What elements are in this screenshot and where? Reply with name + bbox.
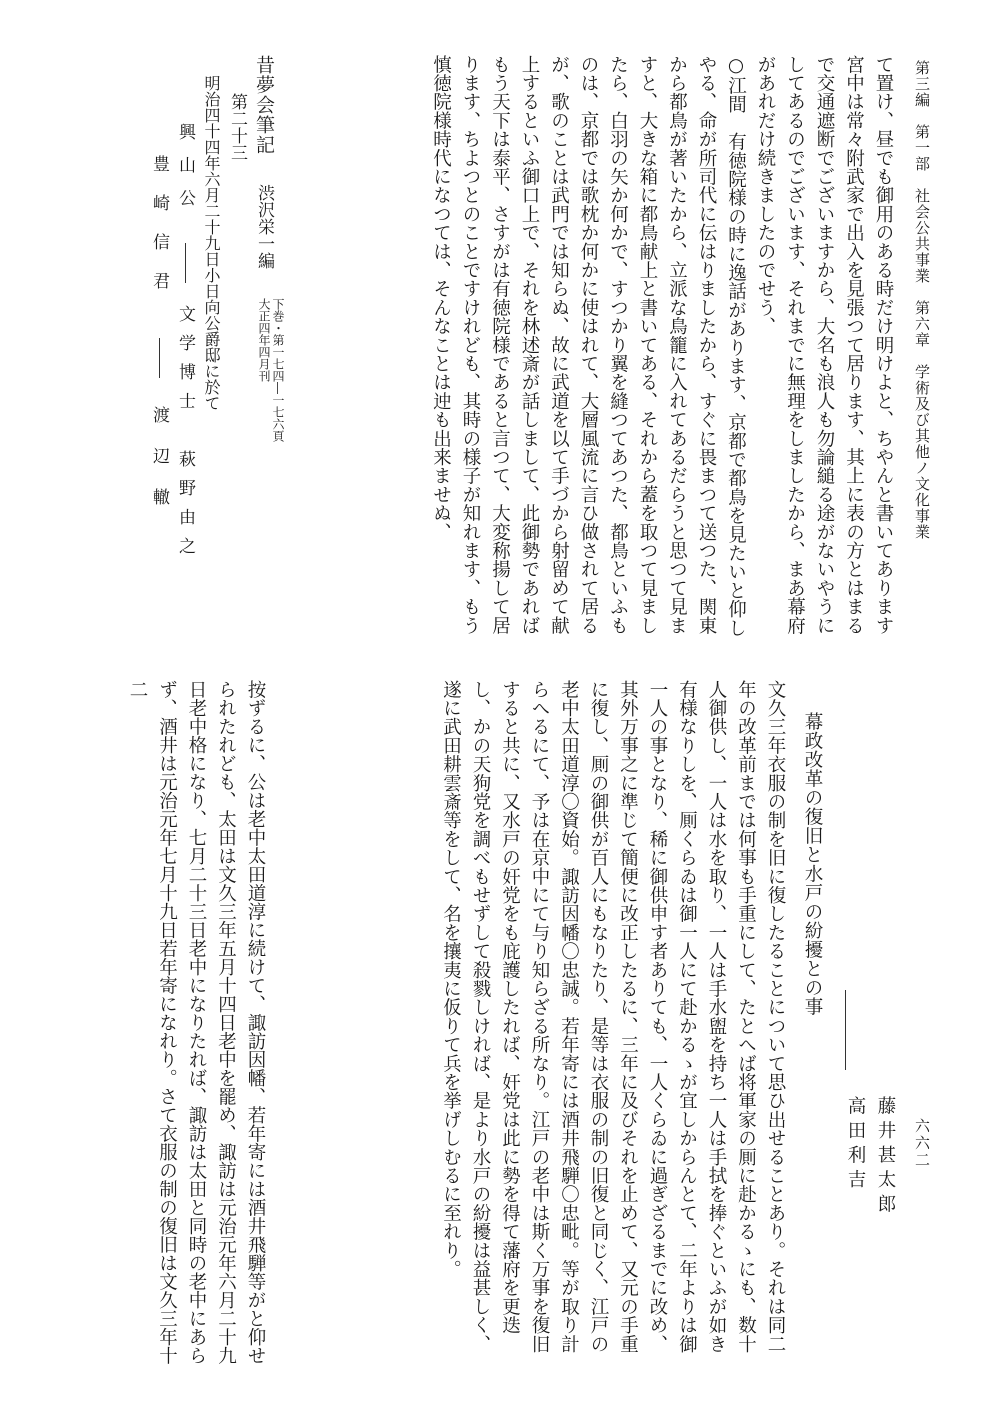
- source-citation: [75, 55, 285, 615]
- lower-section-heading: 幕政改革の復旧と水戸の紛擾との事: [802, 712, 823, 1016]
- source-meeting-date: 明治四十四年六月二十九日小日向公爵邸に於て: [202, 75, 221, 411]
- lower-authors: [838, 1096, 900, 1396]
- source-editor: 渋沢栄一編: [254, 183, 274, 269]
- source-volume: [257, 298, 285, 442]
- source-volume-pages: 下巻・第一七四―一七六頁: [271, 297, 285, 442]
- source-participant: 渡辺轍: [149, 405, 169, 529]
- lower-paragraph: 文久三年衣服の制を旧に復したることについて思ひ出せることあり。それは同二年の改革前までは何事も手重にして、たとへば将軍家の厠に赴かるゝにも、数十人御供し、一人は水を取り、一人は手水盥を持ち一人は手拭を捧ぐといふが如き有様なりしを、厠くらゐは御一人にて赴かるゝが宜しからんとて、二年よりは御一人の事となり、稀に御供申す者ありても、一人くらゐに過ぎざるまでに改め、其外万事之に準じて簡便に改正したるに、三年に及びそれを止めて、又元の手重に復し、厠の御供が百人にもなりたり、是等は衣服の制の旧復と同じく、江戸の老中太田道淳〇資始。諏訪因幡〇忠誠。若年寄には酒井飛騨〇忠毗。等が取り計らへるにて、予は在京中にて与り知らざる所なり。江戸の老中は斯く万事を復旧すると共に、又水戸の奸党をも庇護したれば、奸党は此に勢を得て藩府を更迭し、かの天狗党を調べもせずして殺戮しければ、是より水戸の紛擾は益甚しく、遂に武田耕雲斎等をして、名を攘夷に仮りて兵を挙げしむるに至れり。: [440, 680, 786, 1354]
- upper-paragraph: ○江間 有徳院様の時に逸話があります、京都で都鳥を見たいと仰しやる、命が所司代に伝はりましたから、すぐに畏まつて送つた、関東から都鳥が著いたから、立派な鳥籠に入れてあるだらうと思つて見ますと、大きな箱に都鳥献上と書いてある、それから蓋を取つて見ましたら、白羽の矢か何かで、すつかり翼を縫つてあつた、都鳥といふものは、京都では歌枕か何かに使はれて、大層風流に言ひ做されて居るが、歌のことは武門では知らぬ、故に武道を以て手づから射留めて献上するといふ御口上で、それを林述斎が話しまして、此御勢であればもう天下は泰平、さすがは有徳院様であると言つて、大変称揚して居ります、ちよつとのことですけれども、其時の様子が知れます、もう慎徳院様時代になつては、そんなことは迚も出来ませぬ、: [430, 55, 747, 638]
- source-participant: 豊崎信君: [149, 155, 169, 311]
- section-rule: [845, 990, 846, 1070]
- lower-body-text: [270, 680, 790, 1370]
- source-chapter: 第二十三: [227, 93, 247, 161]
- author-name: 藤井甚太郎: [875, 1096, 896, 1219]
- upper-paragraph: て置け、昼でも御用のある時だけ明けよと、ちやんと書いてあります宮中は常々附武家で出入を見張つて居ります、其上に表の方とはまるで交通遮断でございますから、大名も浪人も勿論縋る途がないやうにしてあるのでございます、それまでに無理をしましたから、まあ幕府があれだけ続きましたのでせう、: [755, 55, 894, 635]
- source-speaker: 興山公: [175, 123, 195, 222]
- upper-body-text: [430, 55, 898, 645]
- dash-divider: [159, 338, 160, 378]
- source-participant: 文学博士 萩野由之: [175, 304, 195, 566]
- source-publication-date: 大正四年四月刊: [257, 297, 271, 382]
- source-title: 昔夢会筆記: [253, 55, 275, 155]
- running-header: 第三編 第一部 社会公共事業 第六章 学術及び其他ノ文化事業: [913, 60, 931, 540]
- page-number: 六六二: [913, 1118, 931, 1169]
- note-paragraph: 按ずるに、公は老中太田道淳に続けて、諏訪因幡、若年寄には酒井飛騨等がと仰せられたれども、太田は文久三年五月十四日老中を罷め、諏訪は元治元年六月二十九日老中格になり、七月二十三日老中になりたれば、諏訪は太田と同時の老中にあらず、酒井は元治元年七月十九日若年寄になれり。さて衣服の制の復旧は文久三年十二: [127, 680, 266, 1365]
- dash-divider: [185, 243, 186, 283]
- author-name: 高田利吉: [845, 1096, 866, 1194]
- lower-note-text: [60, 680, 270, 1370]
